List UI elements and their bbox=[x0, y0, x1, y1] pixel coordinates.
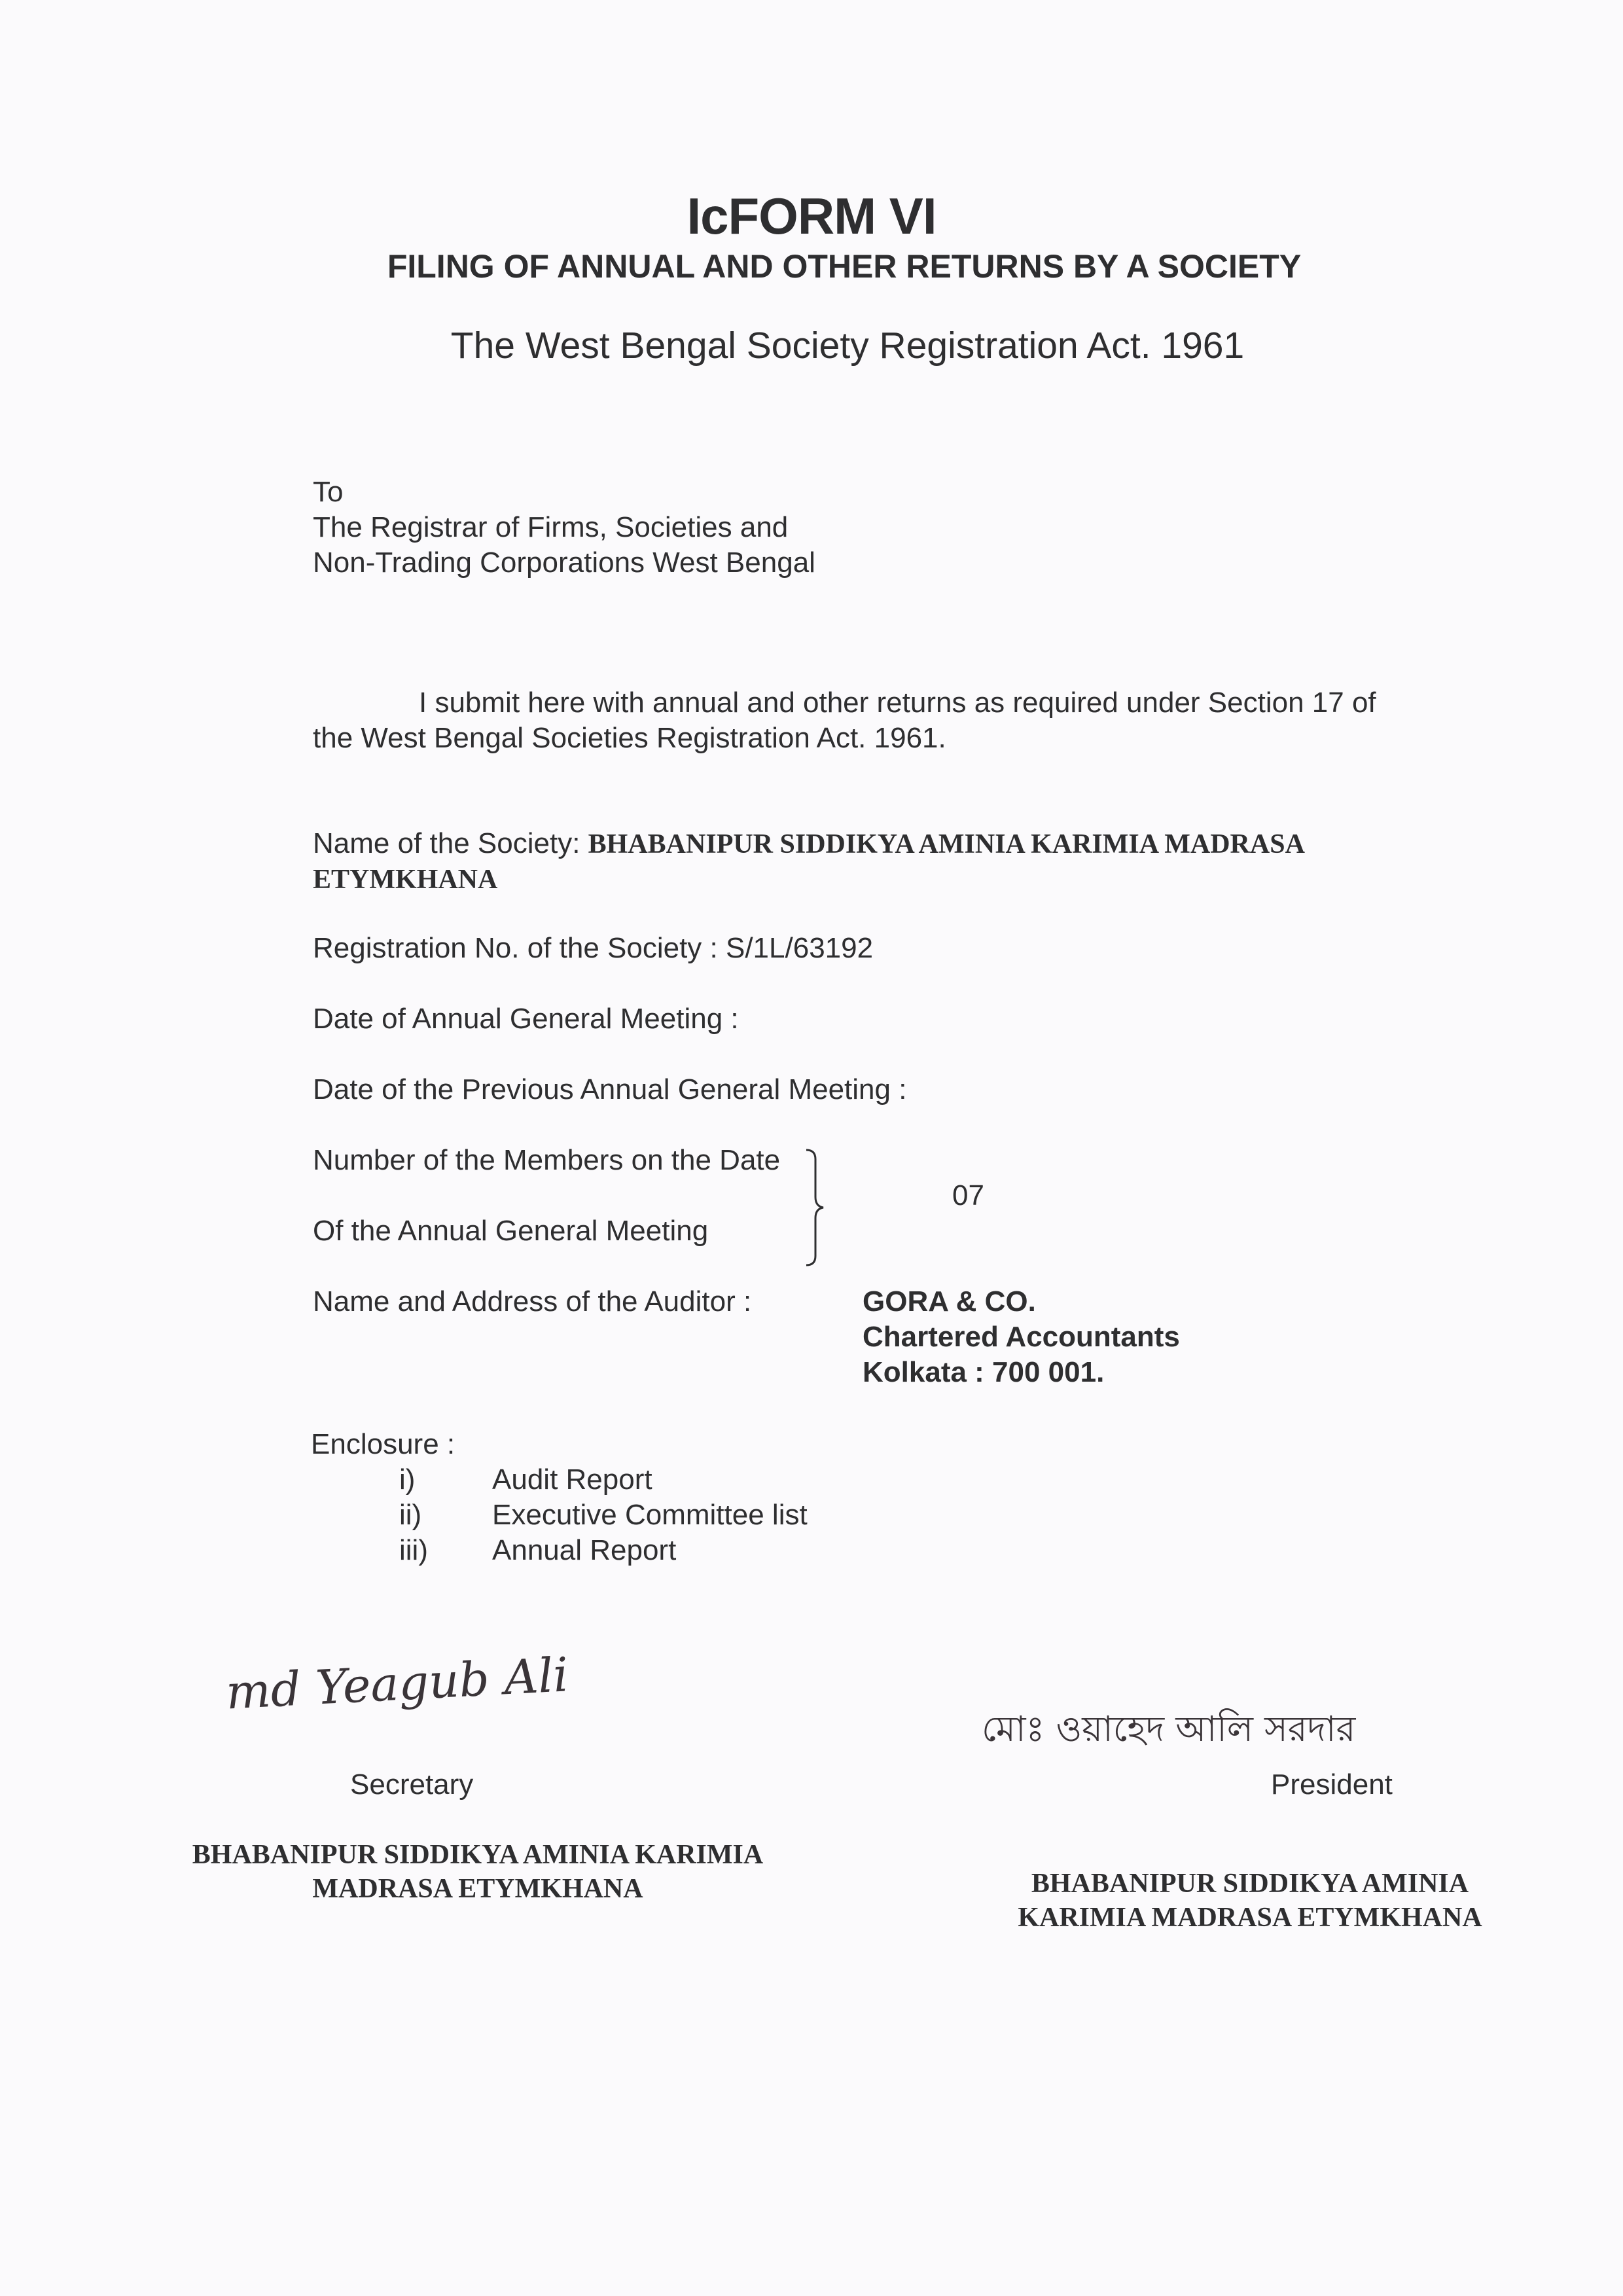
auditor-block bbox=[863, 1284, 1180, 1390]
addressee-line-2: Non-Trading Corporations West Bengal bbox=[313, 547, 815, 579]
prev-agm-date-field bbox=[313, 1072, 906, 1107]
registration-label: Registration No. of the Society : bbox=[313, 932, 718, 964]
enclosure-item bbox=[399, 1462, 808, 1498]
registration-field bbox=[313, 931, 873, 966]
registration-value: S/1L/63192 bbox=[725, 932, 874, 964]
auditor-line-2: Chartered Accountants bbox=[863, 1321, 1180, 1353]
president-role: President bbox=[1271, 1768, 1393, 1801]
members-label-line-2: Of the Annual General Meeting bbox=[313, 1215, 709, 1247]
intro-line-1: I submit here with annual and other returns as required under Section 17 of bbox=[419, 687, 1376, 719]
president-org bbox=[969, 1867, 1531, 1935]
secretary-org bbox=[151, 1838, 805, 1906]
president-org-line-1: BHABANIPUR SIDDIKYA AMINIA bbox=[1031, 1869, 1469, 1899]
enclosure-item-number: i) bbox=[399, 1463, 416, 1496]
form-title: IcFORM VI bbox=[687, 187, 936, 245]
addressee-block bbox=[313, 475, 815, 581]
secretary-org-line-1: BHABANIPUR SIDDIKYA AMINIA KARIMIA bbox=[192, 1840, 764, 1870]
act-title: The West Bengal Society Registration Act. 1961 bbox=[450, 325, 1245, 367]
addressee-line-1: The Registrar of Firms, Societies and bbox=[313, 511, 789, 543]
members-value: 07 bbox=[952, 1179, 984, 1211]
enclosure-item-text: Executive Committee list bbox=[492, 1499, 808, 1531]
enclosure-item bbox=[399, 1533, 808, 1568]
agm-date-label: Date of Annual General Meeting : bbox=[313, 1003, 739, 1035]
society-name-value-line-2: ETYMKHANA bbox=[313, 865, 498, 895]
enclosure-item-number: iii) bbox=[399, 1534, 428, 1566]
prev-agm-date-label: Date of the Previous Annual General Meeting : bbox=[313, 1073, 907, 1105]
secretary-role: Secretary bbox=[350, 1768, 474, 1801]
addressee-to: To bbox=[313, 476, 344, 508]
society-name-field bbox=[313, 826, 1452, 897]
president-signature: মোঃ ওয়াহেদ আলি সরদার bbox=[982, 1708, 1356, 1749]
agm-date-field bbox=[313, 1001, 739, 1037]
curly-brace-icon bbox=[805, 1149, 844, 1266]
society-name-value: BHABANIPUR SIDDIKYA AMINIA KARIMIA MADRASA bbox=[588, 829, 1305, 859]
intro-line-2: the West Bengal Societies Registration Act. 1961. bbox=[313, 722, 946, 754]
enclosure-list bbox=[399, 1462, 808, 1568]
enclosure-item bbox=[399, 1498, 808, 1533]
enclosure-item-text: Audit Report bbox=[492, 1463, 652, 1496]
enclosure-label: Enclosure : bbox=[311, 1428, 455, 1460]
enclosure-item-text: Annual Report bbox=[492, 1534, 677, 1566]
president-org-line-2: KARIMIA MADRASA ETYMKHANA bbox=[1018, 1903, 1482, 1933]
auditor-line-3: Kolkata : 700 001. bbox=[863, 1356, 1105, 1388]
auditor-label: Name and Address of the Auditor : bbox=[313, 1285, 752, 1318]
auditor-name: GORA & CO. bbox=[863, 1285, 1036, 1318]
members-label-line-1: Number of the Members on the Date bbox=[313, 1144, 781, 1176]
society-name-label: Name of the Society: bbox=[313, 827, 580, 859]
secretary-org-line-2: MADRASA ETYMKHANA bbox=[312, 1874, 643, 1904]
form-subtitle: FILING OF ANNUAL AND OTHER RETURNS BY A SOCIETY bbox=[387, 248, 1302, 285]
secretary-signature: md Yeagub Ali bbox=[224, 1647, 570, 1720]
enclosure-item-number: ii) bbox=[399, 1499, 422, 1531]
intro-paragraph bbox=[313, 685, 1376, 756]
